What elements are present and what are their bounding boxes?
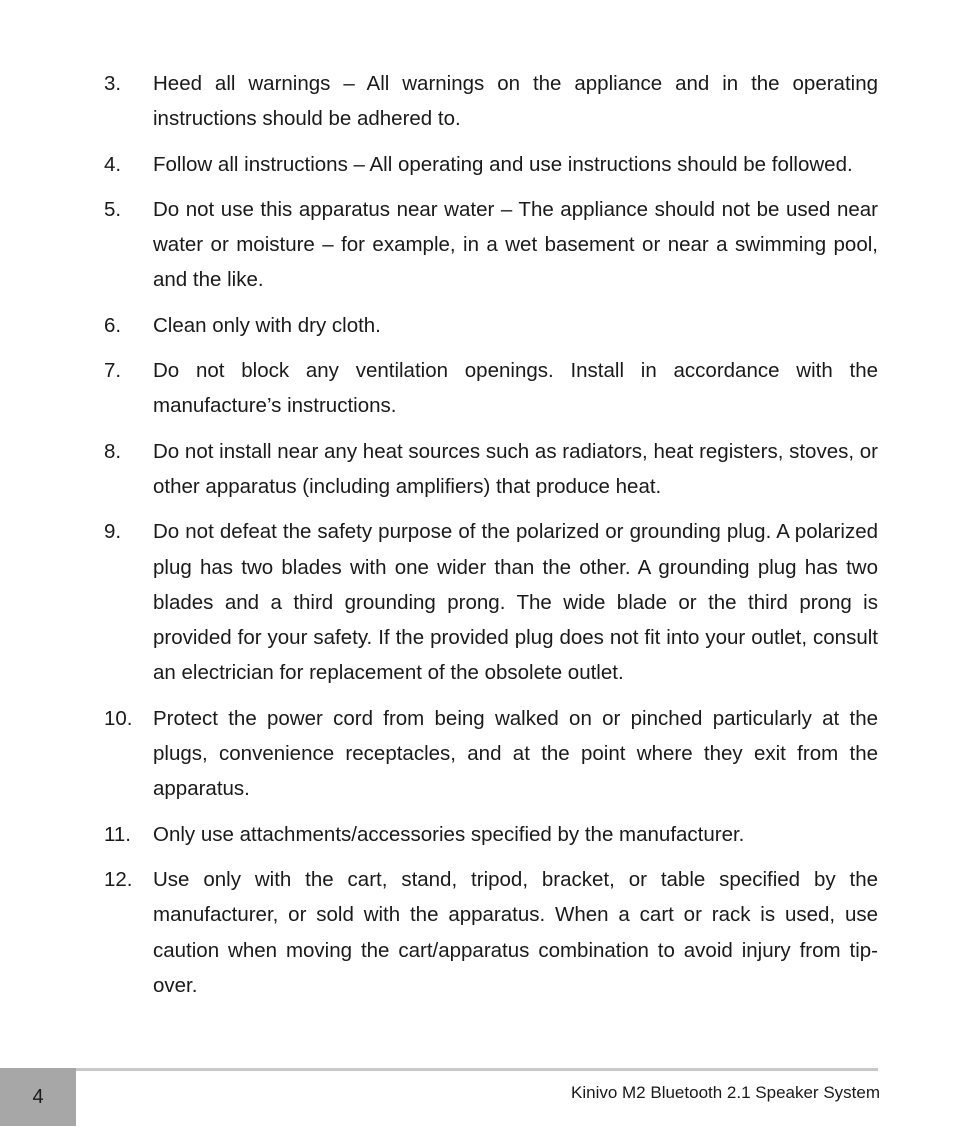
list-item [104,66,878,137]
item-text: Follow all instructions – All operating and use instructions should be followed. [153,152,853,176]
list-item [104,701,878,807]
item-text: Protect the power cord from being walked on or pinched particularly at the plugs, convenience receptacles, and at the point where they exit from the apparatus. [153,706,878,801]
item-number: 12. [104,867,133,891]
footer-divider [76,1068,878,1071]
item-text: Do not use this apparatus near water – The appliance should not be used near water or moisture – for example, in a wet basement or near a swimming pool, and the like. [153,197,878,292]
list-item [104,434,878,505]
item-number: 10. [104,706,133,730]
item-number: 7. [104,359,122,383]
item-number: 8. [104,439,122,463]
list-item [104,817,878,852]
item-text: Do not defeat the safety purpose of the polarized or grounding plug. A polarized plug has two blades with one wider than the other. A grounding plug has two blades and a third grounding prong. The wide blade or the third prong is provided for your safety. If the provided plug does not fit into your outlet, consult an electrician for replacement of the obsolete outlet. [153,520,878,685]
item-text: Clean only with dry cloth. [153,313,381,337]
list-item [104,862,878,1003]
list-item [104,147,878,182]
item-text: Do not block any ventilation openings. Install in accordance with the manufacture’s instructions. [153,359,878,418]
item-number: 4. [104,152,122,176]
footer-title: Kinivo M2 Bluetooth 2.1 Speaker System [571,1083,880,1102]
item-number: 3. [104,72,122,95]
page-number: 4 [0,1068,76,1126]
instruction-list [104,66,878,1013]
item-number: 6. [104,313,122,337]
item-number: 5. [104,197,122,221]
list-item [104,308,878,343]
list-item [104,192,878,298]
list-item [104,353,878,424]
item-text: Do not install near any heat sources such as radiators, heat registers, stoves, or other apparatus (including amplifiers) that produce heat. [153,439,878,498]
item-number: 9. [104,520,122,544]
item-text: Only use attachments/accessories specified by the manufacturer. [153,822,745,846]
item-number: 11. [104,822,131,846]
item-text: Use only with the cart, stand, tripod, bracket, or table specified by the manufacturer, or sold with the apparatus. When a cart or rack is used, use caution when moving the cart/apparatus combination to avoid injury from tip-over. [153,867,878,997]
list-item [104,514,878,690]
item-text: Heed all warnings – All warnings on the appliance and in the operating instructions should be adhered to. [153,72,878,131]
